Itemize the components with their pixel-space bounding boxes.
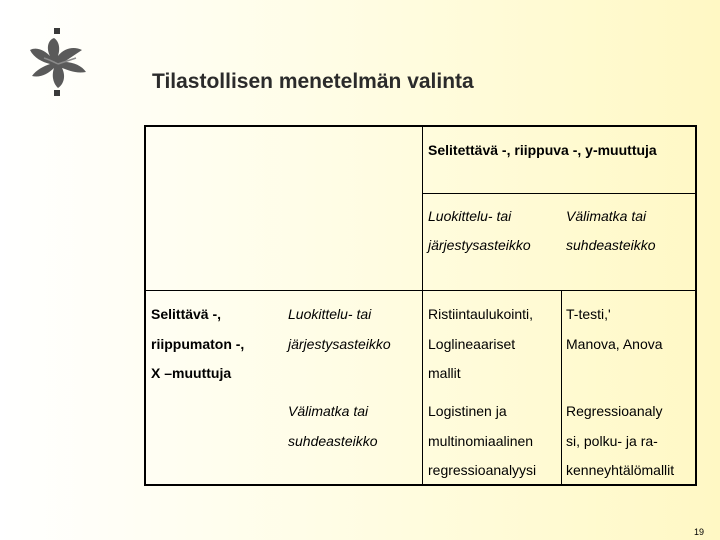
dependent-categorical-label: järjestysasteikko — [428, 237, 531, 253]
slide-title: Tilastollisen menetelmän valinta — [152, 70, 474, 93]
independent-interval-label: suhdeasteikko — [288, 433, 378, 449]
table-divider — [422, 290, 697, 291]
method-cell-cat-cat: Ristiintaulukointi, — [428, 306, 534, 322]
table-divider — [422, 193, 697, 194]
dependent-variable-header: Selitettävä -, riippuva -, y-muuttuja — [428, 142, 657, 158]
method-cell-int-cat: regressioanalyysi — [428, 462, 537, 478]
table-divider — [561, 290, 562, 484]
method-selection-table — [144, 125, 697, 486]
method-cell-int-int: si, polku- ja ra- — [566, 433, 658, 449]
method-cell-int-cat: multinomiaalinen — [428, 433, 534, 449]
independent-categorical-label: Luokittelu- tai — [288, 306, 372, 322]
dependent-interval-label: suhdeasteikko — [566, 237, 656, 253]
method-cell-cat-cat: mallit — [428, 365, 461, 381]
method-cell-int-int: kenneyhtälömallit — [566, 462, 675, 478]
independent-variable-label: Selittävä -, — [151, 306, 222, 322]
method-cell-cat-int: Manova, Anova — [566, 336, 663, 352]
independent-categorical-label: järjestysasteikko — [288, 336, 391, 352]
method-cell-cat-int: T-testi,' — [566, 306, 611, 322]
method-cell-int-int: Regressioanaly — [566, 403, 663, 419]
independent-variable-label: X –muuttuja — [151, 365, 232, 381]
method-cell-int-cat: Logistinen ja — [428, 403, 507, 419]
table-divider — [146, 290, 422, 291]
independent-variable-label: riippumaton -, — [151, 336, 245, 352]
dependent-categorical-label: Luokittelu- tai — [428, 208, 512, 224]
table-divider — [422, 127, 423, 484]
independent-interval-label: Välimatka tai — [288, 403, 369, 419]
dependent-interval-label: Välimatka tai — [566, 208, 647, 224]
university-logo-icon — [24, 28, 90, 98]
page-number: 19 — [694, 527, 705, 537]
method-cell-cat-cat: Loglineaariset — [428, 336, 516, 352]
